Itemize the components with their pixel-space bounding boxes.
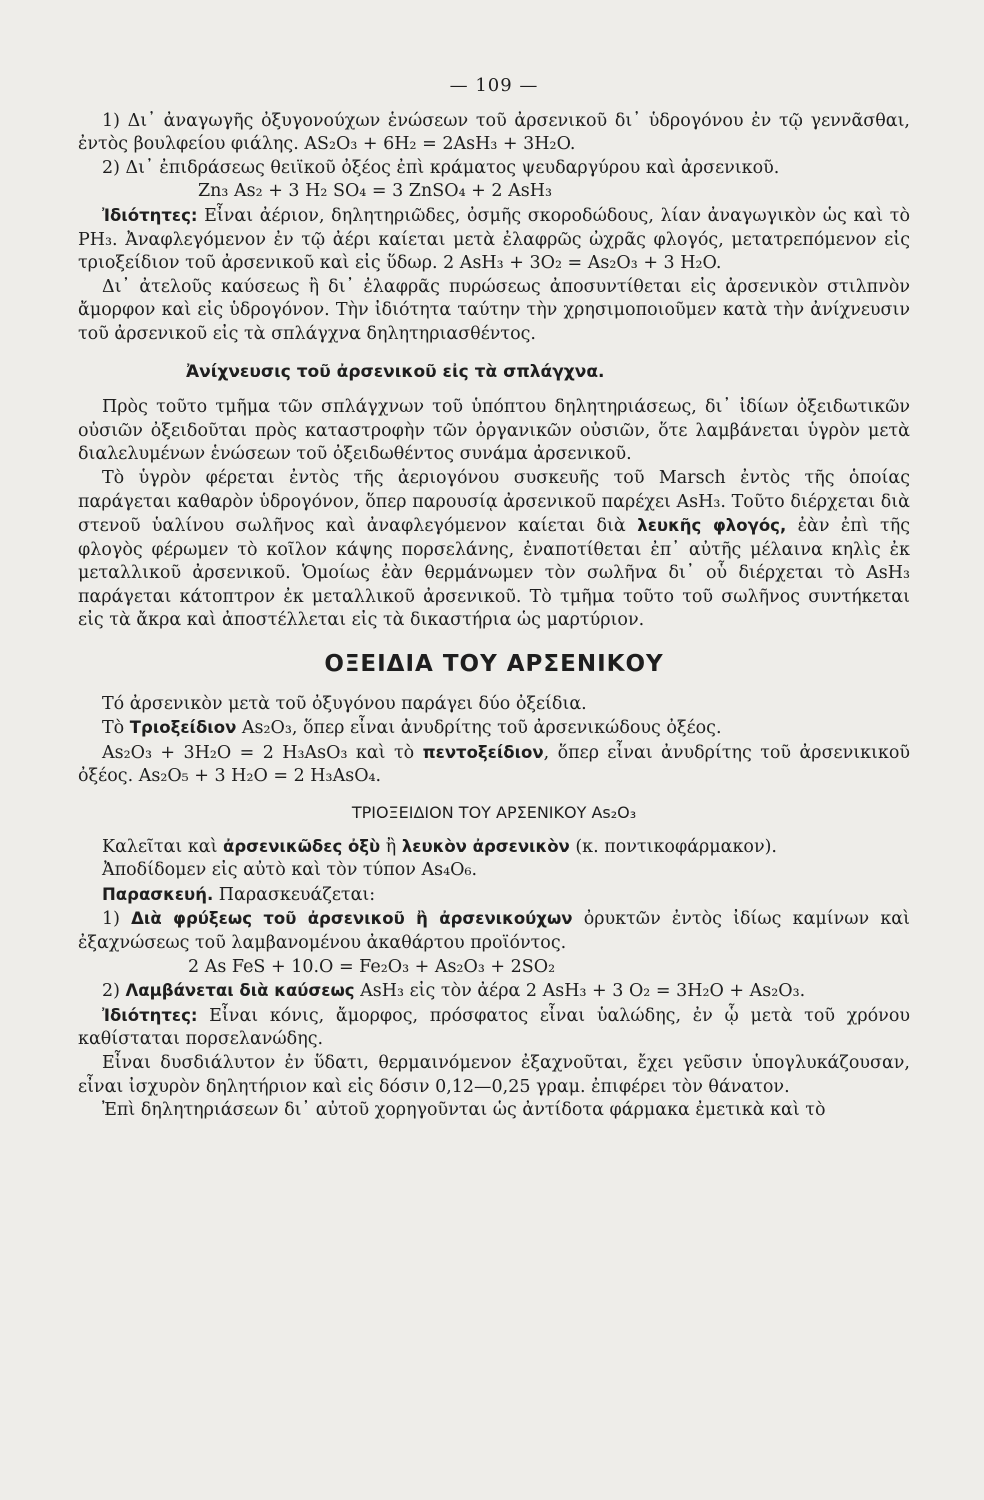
pentoxide-bold: πεντοξείδιον [422, 742, 544, 762]
paragraph-method-1: 1) Δι᾽ ἀναγωγῆς ὀξυγονούχων ἑνώσεων τοῦ ἀρσενικοῦ δι᾽ ὑδρογόνου ἐν τῷ γεννᾶσθαι, ἐντὸς βουλφείου φιάλης. AS₂O₃ + 6H₂ = 2AsH₃ + 3H₂O. [78, 110, 910, 155]
properties-text: Εἶναι ἀέριον, δηλητηριῶδες, ὀσμῆς σκοροδώδους, λίαν ἀναγωγικὸν ὡς καὶ τὸ PH₃. Ἀναφλεγόμενον ἐν τῷ ἀέρι καίεται μετὰ ἐλαφρῶς ὠχρᾶς φλογός, μετατρεπόμενον εἰς τριοξείδιον τοῦ ἀρσενικοῦ καὶ εἰς ὕδωρ. 2 AsH₃ + 3O₂ = As₂O₃ + 3 H₂O. [78, 205, 910, 274]
paragraph-properties-trioxide [78, 1004, 910, 1052]
prep1-bold: Διὰ φρύξεως τοῦ ἀρσενικοῦ ἢ ἀρσενικούχων [131, 909, 573, 929]
prep1-rest: ὀρυκτῶν ἐντὸς ἰδίως καμίνων καὶ ἐξαχνώσεως τοῦ λαμβανομένου ἀκαθάρτου προϊόντος. [78, 909, 910, 953]
paragraph-method-2: 2) Δι᾽ ἐπιδράσεως θειϊκοῦ ὀξέος ἐπὶ κράματος ψευδαργύρου καὶ ἀρσενικοῦ. [102, 157, 780, 178]
paragraph-preparation [78, 883, 910, 908]
section-heading-detection: Ἀνίχνευσις τοῦ ἀρσενικοῦ εἰς τὰ σπλάγχνα. [186, 361, 605, 382]
equation-zinc-arsenide: Zn₃ As₂ + 3 H₂ SO₄ = 3 ZnSO₄ + 2 AsH₃ [198, 181, 552, 202]
trioxide-rest: As₂O₃, ὅπερ εἶναι ἀνυδρίτης τοῦ ἀρσενικώδους ὀξέος. [236, 718, 722, 739]
pentoxide-prefix: As₂O₃ + 3H₂O = 2 H₃AsO₃ καὶ τὸ [102, 742, 423, 763]
paragraph-antidotes: Ἐπὶ δηλητηριάσεων δι᾽ αὐτοῦ χορηγοῦνται ὡς ἀντίδοτα φάρμακα ἐμετικὰ καὶ τὸ [102, 1100, 826, 1121]
trioxide-prefix: Τὸ [102, 718, 130, 739]
properties2-label: Ἰδιότητες: [102, 1005, 198, 1025]
prep2-rest: AsH₃ εἰς τὸν ἀέρα 2 AsH₃ + 3 O₂ = 3H₂O + As₂O₃. [354, 981, 806, 1002]
paragraph-properties-arsine [78, 204, 910, 276]
paragraph-toxicity: Εἶναι δυσδιάλυτον ἐν ὕδατι, θερμαινόμενον ἐξαχνοῦται, ἔχει γεῦσιν ὑπογλυκάζουσαν, εἶναι ἰσχυρὸν δηλητήριον καὶ εἰς δόσιν 0,12—0,25 γραμ. ἐπιφέρει τὸν θάνατον. [78, 1052, 910, 1097]
paragraph-detection-1: Πρὸς τοῦτο τμῆμα τῶν σπλάγχνων τοῦ ὑπόπτου δηλητηριάσεως, δι᾽ ἰδίων ὀξειδωτικῶν οὐσιῶν ὀξειδοῦται πρὸς καταστροφὴν τῶν ὀργανικῶν οὐσιῶν, ὅτε λαμβάνεται ὑγρὸν μετὰ διαλελυμένων ἑνώσεων τοῦ ὀξειδωθέντος συνάμα ἀρσενικοῦ. [78, 397, 910, 465]
arsenious-acid-bold: ἀρσενικῶδες ὀξὺ [223, 836, 381, 856]
title-arsenic-oxides: ΟΞΕΙΔΙΑ ΤΟΥ ΑΡΣΕΝΙΚΟΥ [324, 651, 664, 678]
white-flame-bold: λευκῆς φλογός, [625, 516, 787, 536]
preparation-label: Παρασκευή. [102, 884, 214, 904]
trioxide-bold: Τριοξείδιον [129, 718, 237, 738]
properties-label: Ἰδιότητες: [102, 205, 198, 225]
equation-roasting: 2 As FeS + 10.O = Fe₂O₃ + As₂O₃ + 2SO₂ [188, 956, 556, 977]
title-arsenic-trioxide: ΤΡΙΟΞΕΙΔΙΟΝ ΤΟΥ ΑΡΣΕΝΙΚΟΥ As₂O₃ [351, 803, 637, 823]
paragraph-decomposition: Δι᾽ ἀτελοῦς καύσεως ἢ δι᾽ ἐλαφρᾶς πυρώσεως ἀποσυντίθεται εἰς ἀρσενικὸν στιλπνὸν ἄμορφον καὶ εἰς ὑδρογόνον. Τὴν ἰδιότητα ταύτην τὴν χρησιμοποιοῦμεν κατὰ τὴν ἀνίχνευσιν τοῦ ἀρσενικοῦ εἰς τὰ σπλάγχνα δηλητηριασθέντος. [78, 276, 910, 344]
paragraph-preparation-1 [78, 907, 910, 955]
detection-text-a: Τὸ ὑγρὸν φέρεται ἐντὸς τῆς ἀεριογόνου συσκευῆς τοῦ Marsch ἐντὸς τῆς ὁποίας παράγεται καθαρὸν ὑδρογόνον, ὅπερ παρουσίᾳ ἀρσενικοῦ παρέχει AsH₃. Τοῦτο διέρχεται διὰ στενοῦ ὑαλίνου σωλῆνος καὶ ἀναφλεγόμενον καίεται διὰ [78, 467, 910, 537]
page-number: — 109 — [449, 75, 539, 96]
names-suffix: (κ. ποντικοφάρμακον). [569, 836, 777, 857]
paragraph-oxides-intro: Τό ἀρσενικὸν μετὰ τοῦ ὀξυγόνου παράγει δύο ὀξείδια. [102, 693, 587, 714]
preparation-text: Παρασκευάζεται: [213, 884, 376, 905]
paragraph-trioxide-intro [78, 716, 910, 741]
paragraph-names [78, 835, 910, 860]
paragraph-pentoxide [78, 741, 910, 789]
white-arsenic-bold: λευκὸν ἀρσενικὸν [401, 836, 570, 856]
paragraph-formula: Ἀποδίδομεν εἰς αὐτὸ καὶ τὸν τύπον As₄O₆. [102, 860, 478, 881]
detection-text-b: ἐὰν ἐπὶ τῆς φλογὸς φέρωμεν τὸ κοῖλον κάψης πορσελάνης, ἐναποτίθεται ἐπ᾽ αὐτῆς μέλαινα κηλὶς ἐκ μεταλλικοῦ ἀρσενικοῦ. Ὁμοίως ἐὰν θερμάνωμεν τὸν σωλῆνα δι᾽ οὗ διέρχεται τὸ AsH₃ παράγεται κάτοπτρον ἐκ μεταλλικοῦ ἀρσενικοῦ. Τὸ τμῆμα τοῦτο τοῦ σωλῆνος συντήκεται εἰς τὰ ἄκρα καὶ ἀποστέλλεται εἰς τὰ δικαστήρια ὡς μαρτύριον. [78, 516, 910, 631]
prep2-bold: Λαμβάνεται διὰ καύσεως [125, 981, 355, 1001]
prep2-number: 2) [102, 981, 126, 1002]
page-content [78, 74, 910, 1123]
pentoxide-rest: , ὅπερ εἶναι ἀνυδρίτης τοῦ ἀρσενικικοῦ ὀξέος. As₂O₅ + 3 H₂O = 2 H₃AsO₄. [78, 742, 910, 787]
paragraph-detection-2 [78, 467, 910, 633]
names-prefix: Καλεῖται καὶ [102, 836, 224, 857]
names-or: ἢ [380, 836, 402, 857]
prep1-number: 1) [102, 909, 132, 930]
paragraph-preparation-2 [78, 979, 910, 1004]
properties2-text: Εἶναι κόνις, ἄμορφος, πρόσφατος εἶναι ὑαλώδης, ἐν ᾧ μετὰ τοῦ χρόνου καθίσταται πορσελανώδης. [78, 1005, 910, 1050]
